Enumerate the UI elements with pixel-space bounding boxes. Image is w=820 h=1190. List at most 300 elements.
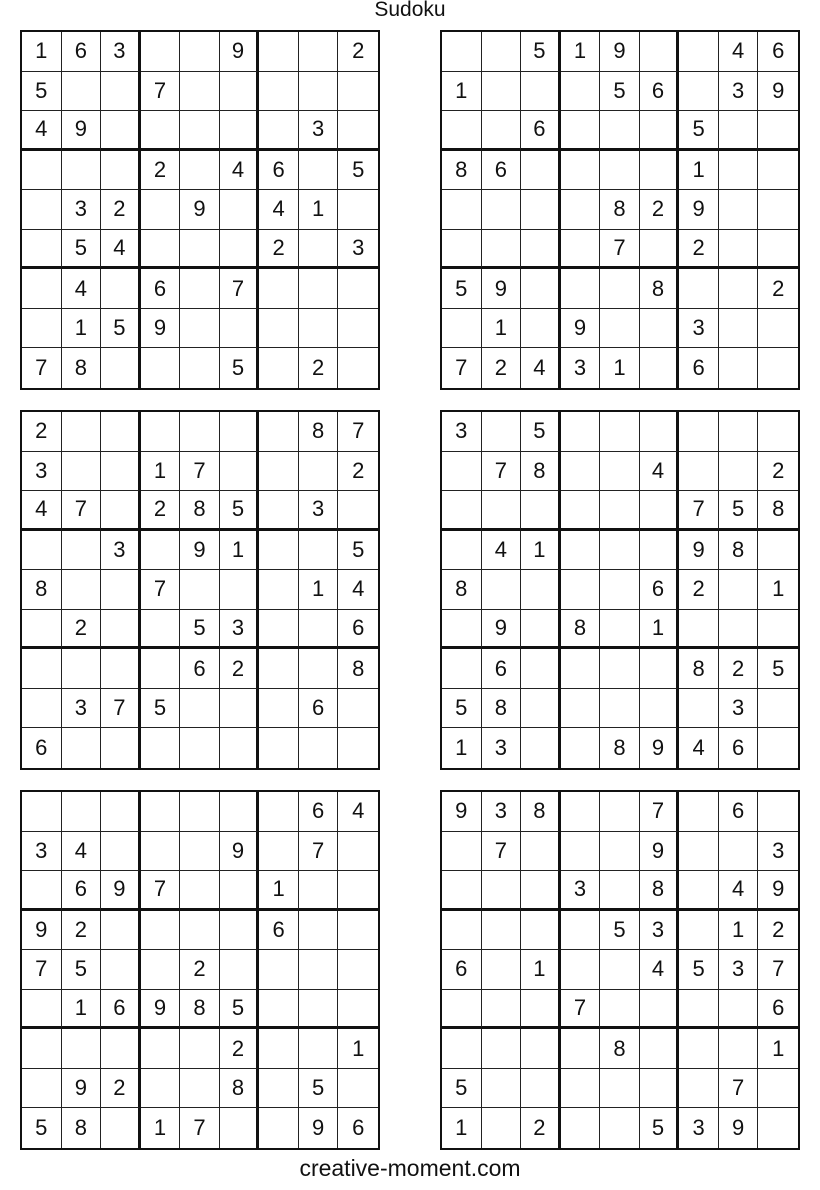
sudoku-cell: 4 bbox=[482, 531, 522, 571]
page-title: Sudoku bbox=[374, 0, 446, 21]
sudoku-cell bbox=[640, 531, 680, 571]
sudoku-cell bbox=[220, 452, 260, 492]
sudoku-cell bbox=[220, 309, 260, 349]
sudoku-cell bbox=[101, 1108, 141, 1148]
sudoku-cell bbox=[180, 230, 220, 270]
sudoku-cell: 6 bbox=[758, 32, 798, 72]
sudoku-cell: 2 bbox=[220, 649, 260, 689]
sudoku-cell: 5 bbox=[600, 72, 640, 112]
sudoku-cell bbox=[62, 452, 102, 492]
sudoku-cell: 2 bbox=[679, 570, 719, 610]
sudoku-puzzle-2 bbox=[440, 30, 800, 390]
sudoku-cell bbox=[259, 792, 299, 832]
sudoku-cell bbox=[600, 689, 640, 729]
sudoku-cell bbox=[101, 412, 141, 452]
sudoku-cell bbox=[442, 990, 482, 1030]
sudoku-cell: 8 bbox=[299, 412, 339, 452]
sudoku-cell: 3 bbox=[62, 190, 102, 230]
sudoku-cell: 1 bbox=[521, 950, 561, 990]
footer-site-name: creative-moment.com bbox=[299, 1155, 521, 1181]
sudoku-cell: 7 bbox=[22, 950, 62, 990]
sudoku-cell bbox=[482, 950, 522, 990]
sudoku-cell bbox=[299, 728, 339, 768]
sudoku-cell bbox=[640, 111, 680, 151]
sudoku-cell bbox=[259, 1108, 299, 1148]
sudoku-cell bbox=[561, 1069, 601, 1109]
sudoku-cell bbox=[22, 649, 62, 689]
sudoku-cell bbox=[719, 452, 759, 492]
sudoku-cell bbox=[719, 269, 759, 309]
sudoku-cell bbox=[442, 531, 482, 571]
sudoku-cell: 6 bbox=[640, 72, 680, 112]
sudoku-cell: 8 bbox=[640, 269, 680, 309]
sudoku-cell bbox=[679, 452, 719, 492]
sudoku-cell: 4 bbox=[22, 491, 62, 531]
sudoku-cell bbox=[299, 452, 339, 492]
sudoku-cell: 5 bbox=[521, 412, 561, 452]
sudoku-cell bbox=[561, 1108, 601, 1148]
sudoku-cell: 5 bbox=[679, 111, 719, 151]
sudoku-cell: 5 bbox=[22, 72, 62, 112]
sudoku-cell: 4 bbox=[679, 728, 719, 768]
sudoku-cell bbox=[679, 911, 719, 951]
sudoku-cell bbox=[101, 792, 141, 832]
sudoku-cell bbox=[338, 950, 378, 990]
sudoku-cell bbox=[561, 911, 601, 951]
sudoku-cell: 5 bbox=[442, 689, 482, 729]
sudoku-cell bbox=[561, 728, 601, 768]
sudoku-cell: 1 bbox=[62, 309, 102, 349]
sudoku-cell bbox=[679, 1069, 719, 1109]
sudoku-cell bbox=[482, 491, 522, 531]
sudoku-cell bbox=[101, 111, 141, 151]
sudoku-cell bbox=[22, 531, 62, 571]
sudoku-cell bbox=[101, 610, 141, 650]
sudoku-cell bbox=[141, 32, 181, 72]
sudoku-cell: 2 bbox=[259, 230, 299, 270]
sudoku-cell bbox=[442, 1029, 482, 1069]
sudoku-cell bbox=[719, 610, 759, 650]
sudoku-cell bbox=[561, 269, 601, 309]
sudoku-cell: 6 bbox=[521, 111, 561, 151]
sudoku-cell bbox=[600, 792, 640, 832]
sudoku-cell: 8 bbox=[600, 190, 640, 230]
sudoku-cell bbox=[22, 309, 62, 349]
sudoku-cell: 4 bbox=[521, 348, 561, 388]
sudoku-cell bbox=[442, 911, 482, 951]
sudoku-cell: 1 bbox=[758, 1029, 798, 1069]
sudoku-cell bbox=[338, 728, 378, 768]
sudoku-cell bbox=[600, 570, 640, 610]
sudoku-cell: 7 bbox=[482, 452, 522, 492]
sudoku-cell: 9 bbox=[482, 610, 522, 650]
sudoku-cell: 2 bbox=[299, 348, 339, 388]
sudoku-cell: 2 bbox=[22, 412, 62, 452]
sudoku-cell: 6 bbox=[758, 990, 798, 1030]
sudoku-cell bbox=[62, 792, 102, 832]
sudoku-cell bbox=[640, 1029, 680, 1069]
sudoku-cell bbox=[62, 412, 102, 452]
sudoku-cell: 7 bbox=[141, 871, 181, 911]
sudoku-cell: 7 bbox=[22, 348, 62, 388]
sudoku-cell bbox=[521, 151, 561, 191]
sudoku-cell: 9 bbox=[141, 990, 181, 1030]
sudoku-cell bbox=[220, 111, 260, 151]
sudoku-cell: 3 bbox=[561, 348, 601, 388]
sudoku-cell bbox=[141, 412, 181, 452]
sudoku-cell bbox=[62, 570, 102, 610]
sudoku-cell: 9 bbox=[600, 32, 640, 72]
sudoku-cell bbox=[758, 190, 798, 230]
sudoku-cell: 9 bbox=[220, 32, 260, 72]
sudoku-cell bbox=[299, 151, 339, 191]
sudoku-cell bbox=[220, 871, 260, 911]
sudoku-cell bbox=[180, 309, 220, 349]
sudoku-cell bbox=[101, 348, 141, 388]
sudoku-cell: 3 bbox=[22, 832, 62, 872]
sudoku-cell bbox=[521, 72, 561, 112]
sudoku-cell bbox=[758, 348, 798, 388]
sudoku-cell bbox=[101, 911, 141, 951]
sudoku-cell bbox=[259, 728, 299, 768]
sudoku-puzzle-1 bbox=[20, 30, 380, 390]
sudoku-cell bbox=[561, 190, 601, 230]
sudoku-cell: 9 bbox=[299, 1108, 339, 1148]
sudoku-cell bbox=[338, 832, 378, 872]
sudoku-cell: 1 bbox=[299, 190, 339, 230]
sudoku-cell bbox=[338, 348, 378, 388]
sudoku-cell bbox=[259, 832, 299, 872]
sudoku-cell: 5 bbox=[299, 1069, 339, 1109]
sudoku-cell: 6 bbox=[679, 348, 719, 388]
sudoku-cell bbox=[180, 412, 220, 452]
sudoku-cell: 6 bbox=[299, 689, 339, 729]
sudoku-cell bbox=[719, 570, 759, 610]
sudoku-cell: 7 bbox=[482, 832, 522, 872]
sudoku-cell bbox=[220, 72, 260, 112]
sudoku-cell bbox=[640, 649, 680, 689]
sudoku-cell bbox=[141, 792, 181, 832]
sudoku-cell: 5 bbox=[141, 689, 181, 729]
sudoku-cell bbox=[521, 832, 561, 872]
sudoku-cell: 6 bbox=[299, 792, 339, 832]
sudoku-cell: 9 bbox=[758, 871, 798, 911]
sudoku-cell bbox=[259, 649, 299, 689]
sudoku-cell: 1 bbox=[719, 911, 759, 951]
sudoku-cell bbox=[299, 1029, 339, 1069]
sudoku-cell bbox=[220, 728, 260, 768]
sudoku-cell: 2 bbox=[338, 32, 378, 72]
sudoku-cell bbox=[220, 792, 260, 832]
sudoku-cell bbox=[338, 1069, 378, 1109]
sudoku-cell: 7 bbox=[299, 832, 339, 872]
sudoku-cell bbox=[640, 689, 680, 729]
sudoku-cell bbox=[62, 531, 102, 571]
sudoku-cell: 5 bbox=[679, 950, 719, 990]
sudoku-cell bbox=[561, 950, 601, 990]
sudoku-cell: 9 bbox=[640, 728, 680, 768]
sudoku-cell bbox=[299, 649, 339, 689]
sudoku-cell: 1 bbox=[442, 72, 482, 112]
sudoku-cell: 5 bbox=[338, 531, 378, 571]
sudoku-cell: 1 bbox=[758, 570, 798, 610]
sudoku-cell bbox=[521, 269, 561, 309]
sudoku-cell bbox=[600, 151, 640, 191]
sudoku-cell: 8 bbox=[482, 689, 522, 729]
sudoku-cell: 8 bbox=[22, 570, 62, 610]
sudoku-cell bbox=[299, 531, 339, 571]
sudoku-cell bbox=[758, 1108, 798, 1148]
sudoku-cell bbox=[521, 570, 561, 610]
sudoku-cell: 8 bbox=[338, 649, 378, 689]
sudoku-cell bbox=[259, 111, 299, 151]
sudoku-cell: 9 bbox=[180, 190, 220, 230]
sudoku-cell: 9 bbox=[101, 871, 141, 911]
sudoku-cell: 8 bbox=[600, 728, 640, 768]
sudoku-cell bbox=[482, 230, 522, 270]
sudoku-cell: 5 bbox=[220, 990, 260, 1030]
sudoku-cell bbox=[101, 452, 141, 492]
sudoku-cell: 5 bbox=[62, 950, 102, 990]
sudoku-cell bbox=[180, 72, 220, 112]
sudoku-cell bbox=[521, 309, 561, 349]
sudoku-cell: 9 bbox=[640, 832, 680, 872]
sudoku-cell bbox=[758, 1069, 798, 1109]
sudoku-cell bbox=[338, 689, 378, 729]
sudoku-cell bbox=[640, 412, 680, 452]
sudoku-cell: 5 bbox=[442, 269, 482, 309]
sudoku-cell: 7 bbox=[62, 491, 102, 531]
sudoku-cell bbox=[482, 570, 522, 610]
sudoku-cell bbox=[482, 990, 522, 1030]
sudoku-cell bbox=[22, 1069, 62, 1109]
sudoku-cell bbox=[482, 32, 522, 72]
sudoku-cell bbox=[141, 832, 181, 872]
sudoku-cell: 7 bbox=[561, 990, 601, 1030]
sudoku-cell bbox=[482, 72, 522, 112]
sudoku-cell: 6 bbox=[62, 32, 102, 72]
sudoku-cell bbox=[22, 871, 62, 911]
sudoku-cell: 6 bbox=[640, 570, 680, 610]
sudoku-cell: 2 bbox=[338, 452, 378, 492]
sudoku-cell bbox=[758, 151, 798, 191]
sudoku-cell bbox=[299, 911, 339, 951]
sudoku-cell bbox=[600, 610, 640, 650]
sudoku-cell bbox=[22, 230, 62, 270]
sudoku-cell bbox=[442, 309, 482, 349]
sudoku-cell: 3 bbox=[719, 72, 759, 112]
sudoku-cell: 3 bbox=[719, 950, 759, 990]
sudoku-cell: 1 bbox=[521, 531, 561, 571]
sudoku-cell: 8 bbox=[561, 610, 601, 650]
sudoku-cell: 4 bbox=[220, 151, 260, 191]
sudoku-cell bbox=[180, 792, 220, 832]
sudoku-cell bbox=[259, 950, 299, 990]
sudoku-cell: 9 bbox=[719, 1108, 759, 1148]
sudoku-cell: 9 bbox=[62, 1069, 102, 1109]
sudoku-cell: 6 bbox=[180, 649, 220, 689]
sudoku-cell bbox=[338, 990, 378, 1030]
sudoku-cell bbox=[338, 911, 378, 951]
sudoku-cell: 8 bbox=[62, 1108, 102, 1148]
sudoku-cell bbox=[22, 990, 62, 1030]
sudoku-cell: 3 bbox=[758, 832, 798, 872]
sudoku-cell bbox=[600, 649, 640, 689]
sudoku-cell bbox=[521, 230, 561, 270]
sudoku-cell bbox=[259, 348, 299, 388]
sudoku-puzzle-3 bbox=[20, 410, 380, 770]
sudoku-cell bbox=[521, 491, 561, 531]
sudoku-cell bbox=[679, 269, 719, 309]
sudoku-cell: 7 bbox=[141, 72, 181, 112]
sudoku-cell bbox=[22, 151, 62, 191]
sudoku-cell bbox=[640, 1069, 680, 1109]
sudoku-cell bbox=[758, 792, 798, 832]
sudoku-cell bbox=[180, 1029, 220, 1069]
sudoku-cell bbox=[141, 610, 181, 650]
sudoku-cell: 6 bbox=[22, 728, 62, 768]
sudoku-cell: 4 bbox=[259, 190, 299, 230]
sudoku-cell: 1 bbox=[442, 728, 482, 768]
sudoku-cell bbox=[719, 412, 759, 452]
sudoku-cell bbox=[299, 871, 339, 911]
sudoku-cell: 7 bbox=[180, 452, 220, 492]
sudoku-cell bbox=[600, 412, 640, 452]
sudoku-cell bbox=[640, 230, 680, 270]
sudoku-cell bbox=[719, 832, 759, 872]
sudoku-cell bbox=[561, 230, 601, 270]
sudoku-cell bbox=[719, 190, 759, 230]
sudoku-cell bbox=[180, 348, 220, 388]
sudoku-cell bbox=[22, 610, 62, 650]
sudoku-cell: 8 bbox=[521, 792, 561, 832]
sudoku-cell bbox=[561, 689, 601, 729]
sudoku-cell: 9 bbox=[758, 72, 798, 112]
sudoku-cell: 2 bbox=[758, 269, 798, 309]
sudoku-cell: 6 bbox=[141, 269, 181, 309]
sudoku-cell bbox=[719, 309, 759, 349]
sudoku-cell bbox=[101, 1029, 141, 1069]
sudoku-cell: 3 bbox=[679, 309, 719, 349]
sudoku-cell bbox=[299, 230, 339, 270]
sudoku-cell bbox=[220, 190, 260, 230]
sudoku-cell bbox=[640, 151, 680, 191]
sudoku-cell bbox=[600, 491, 640, 531]
sudoku-cell bbox=[338, 871, 378, 911]
sudoku-cell bbox=[22, 792, 62, 832]
sudoku-cell: 1 bbox=[141, 1108, 181, 1148]
sudoku-cell: 2 bbox=[719, 649, 759, 689]
sudoku-cell bbox=[521, 911, 561, 951]
sudoku-cell bbox=[521, 190, 561, 230]
sudoku-cell: 8 bbox=[220, 1069, 260, 1109]
sudoku-cell bbox=[180, 570, 220, 610]
sudoku-cell: 9 bbox=[180, 531, 220, 571]
sudoku-cell bbox=[758, 610, 798, 650]
sudoku-cell bbox=[141, 911, 181, 951]
sudoku-cell: 2 bbox=[521, 1108, 561, 1148]
sudoku-cell: 1 bbox=[259, 871, 299, 911]
sudoku-cell: 1 bbox=[22, 32, 62, 72]
sudoku-cell bbox=[141, 111, 181, 151]
sudoku-cell bbox=[338, 72, 378, 112]
sudoku-cell bbox=[482, 1108, 522, 1148]
sudoku-cell bbox=[220, 950, 260, 990]
sudoku-cell: 3 bbox=[299, 111, 339, 151]
sudoku-cell bbox=[141, 649, 181, 689]
sudoku-cell: 9 bbox=[482, 269, 522, 309]
sudoku-cell: 6 bbox=[62, 871, 102, 911]
sudoku-cell: 1 bbox=[299, 570, 339, 610]
sudoku-cell bbox=[259, 309, 299, 349]
sudoku-cell: 2 bbox=[758, 452, 798, 492]
sudoku-cell: 5 bbox=[180, 610, 220, 650]
sudoku-cell: 6 bbox=[442, 950, 482, 990]
sudoku-cell: 2 bbox=[220, 1029, 260, 1069]
sudoku-cell bbox=[22, 269, 62, 309]
sudoku-cell: 3 bbox=[679, 1108, 719, 1148]
sudoku-cell bbox=[640, 348, 680, 388]
sudoku-cell bbox=[141, 1029, 181, 1069]
sudoku-cell: 9 bbox=[141, 309, 181, 349]
sudoku-cell bbox=[101, 832, 141, 872]
sudoku-cell: 8 bbox=[600, 1029, 640, 1069]
sudoku-cell: 6 bbox=[719, 792, 759, 832]
sudoku-cell bbox=[62, 151, 102, 191]
sudoku-cell bbox=[600, 871, 640, 911]
sudoku-cell: 5 bbox=[220, 491, 260, 531]
sudoku-cell bbox=[141, 728, 181, 768]
sudoku-cell bbox=[600, 1108, 640, 1148]
sudoku-cell bbox=[338, 491, 378, 531]
sudoku-cell bbox=[259, 452, 299, 492]
sudoku-cell bbox=[101, 491, 141, 531]
sudoku-cell bbox=[442, 111, 482, 151]
sudoku-cell: 4 bbox=[640, 452, 680, 492]
sudoku-cell: 5 bbox=[62, 230, 102, 270]
sudoku-cell bbox=[600, 950, 640, 990]
sudoku-cell bbox=[299, 32, 339, 72]
sudoku-cell bbox=[482, 911, 522, 951]
sudoku-cell bbox=[299, 269, 339, 309]
sudoku-cell: 4 bbox=[719, 871, 759, 911]
sudoku-cell: 9 bbox=[62, 111, 102, 151]
sudoku-cell: 4 bbox=[62, 832, 102, 872]
sudoku-cell: 8 bbox=[442, 151, 482, 191]
sudoku-cell: 4 bbox=[22, 111, 62, 151]
sudoku-cell bbox=[259, 269, 299, 309]
sudoku-cell: 2 bbox=[62, 610, 102, 650]
sudoku-cell bbox=[719, 348, 759, 388]
sudoku-cell bbox=[482, 412, 522, 452]
sudoku-cell: 7 bbox=[600, 230, 640, 270]
sudoku-cell: 5 bbox=[640, 1108, 680, 1148]
sudoku-cell bbox=[561, 1029, 601, 1069]
sudoku-cell: 4 bbox=[338, 570, 378, 610]
sudoku-cell bbox=[719, 1029, 759, 1069]
sudoku-cell bbox=[338, 269, 378, 309]
sudoku-cell: 6 bbox=[352, 1115, 365, 1141]
sudoku-cell bbox=[600, 309, 640, 349]
sudoku-cell: 6 bbox=[482, 151, 522, 191]
sudoku-cell: 4 bbox=[101, 230, 141, 270]
sudoku-cell: 6 bbox=[719, 728, 759, 768]
sudoku-cell: 1 bbox=[338, 1029, 378, 1069]
sudoku-cell bbox=[482, 1029, 522, 1069]
sudoku-cell: 6 bbox=[101, 990, 141, 1030]
sudoku-cell: 1 bbox=[561, 32, 601, 72]
sudoku-cell bbox=[719, 111, 759, 151]
